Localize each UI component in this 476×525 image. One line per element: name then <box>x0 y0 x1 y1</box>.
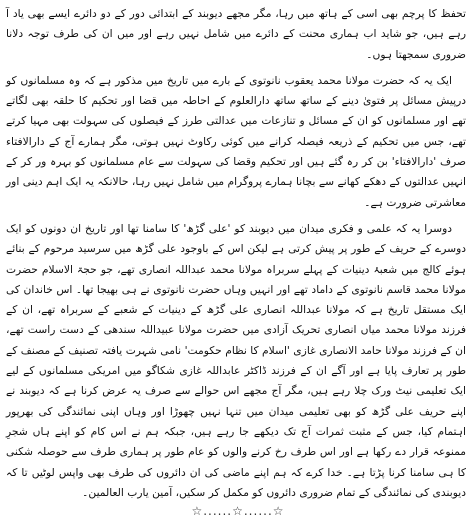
paragraph-2: ایک یہ کہ حضرت مولانا محمد یعقوب نانوتوی کے بارے میں تاریخ میں مذکور ہے کہ وہ مسلمانوں کو درپیش مسائل پر فتویٰ دینے کے ساتھ ساتھ دارالعلوم کے احاطہ میں قضا اور تحکیم کا حلقہ بھی لگاتے تھے اور مسلمانوں کو ان کے مسائل و تنازعات میں عدالتی طرز کے فیصلوں کی سہولت بھی مہیا کرتے تھے، جس میں تحکیم کے ذریعہ فیصلہ کرانے میں کوئی رکاوٹ نہیں ہوتی، مگر ہمارے آج کے دارالافتاء صرف 'دارالافتاء' بن کر رہ گئے ہیں اور تحکیم وقضا کی سہولت سے عام مسلمانوں کو بہرہ ور کر کے انہیں عدالتوں کے دھکے کھانے سے بچانا ہمارے پروگرام میں شامل نہیں رہا، حالانکہ یہ ایک اہم دینی اور معاشرتی ضرورت ہے۔ <box>6 73 466 209</box>
paragraph-3: دوسرا یہ کہ علمی و فکری میدان میں دیوبند کو 'علی گڑھ' کا سامنا تھا اور تاریخ ان دونوں کو ایک دوسرے کے حریف کے طور پر پیش کرتی ہے لیکن اس کے باوجود علی گڑھ میں سرسید مرحوم کے بنائے ہوئے کالج میں شعبۂ دینیات کے پہلے سربراہ مولانا محمد عبداللہ انصاری تھے، جو حجۃ الاسلام حضرت مولانا محمد قاسم نانوتوی کے داماد تھے اور انہیں وہاں حضرت نانوتوی نے ہی بھیجا تھا۔ اس خاندان کی ایک مستقل تاریخ ہے کہ مولانا عبداللہ انصاری علی گڑھ کے دینیات کے شعبے کے سربراہ تھے، ان کے فرزند مولانا محمد میاں انصاری تحریک آزادی میں حضرت مولانا عبیداللہ سندھی کے دست راست تھے، ان کے فرزند مولانا حامد الانصاری غازی 'اسلام کا نظام حکومت' نامی شہرت یافتہ تصنیف کے مصنف کے طور پر تعارف پایا ہے اور آگے ان کے فرزند ڈاکٹر عابداللہ غازی شکاگو میں امریکی مسلمانوں کے لیے ایک تعلیمی نیٹ ورک چلا رہے ہیں، مگر آج مجھے اس حوالے سے صرف یہ عرض کرنا ہے کہ دیوبند نے اپنے حریف علی گڑھ کو بھی تعلیمی میدان میں تنہا نہیں چھوڑا اور وہاں اپنی نمائندگی کی بھرپور اہتمام کیا، جس کے مثبت ثمرات آج تک دیکھے جا رہے ہیں، جبکہ ہم نے اس کام کو اپنے ہاں شجرِ ممنوعہ قرار دے رکھا ہے اور اس طرف رخ کرنے والوں کو عام طور پر ہماری طرف سے حوصلہ شکنی کا ہی سامنا کرنا پڑتا ہے۔ خدا کرے کہ ہم اپنے ماضی کی ان دائروں کی طرف بھی واپس لوٹیں تا کہ دیوبندی کی نمائندگی کے تمام ضروری دائروں کو مکمل کر سکیں، آمین یارب العالمین۔ <box>6 221 466 499</box>
section-divider: ☆......☆......☆ <box>191 504 285 518</box>
paragraph-1: تحفظ کا پرچم بھی اسی کے ہاتھ میں رہا، مگر مجھے دیوبند کے ابتدائی دور کے دو دائرے ایسے بھی یاد آ رہے ہیں، جو شاید اب ہماری محنت کے دائرے میں شامل نہیں رہے اور میں ان کی طرف توجہ دلانا ضروری سمجھتا ہوں۔ <box>6 7 466 61</box>
